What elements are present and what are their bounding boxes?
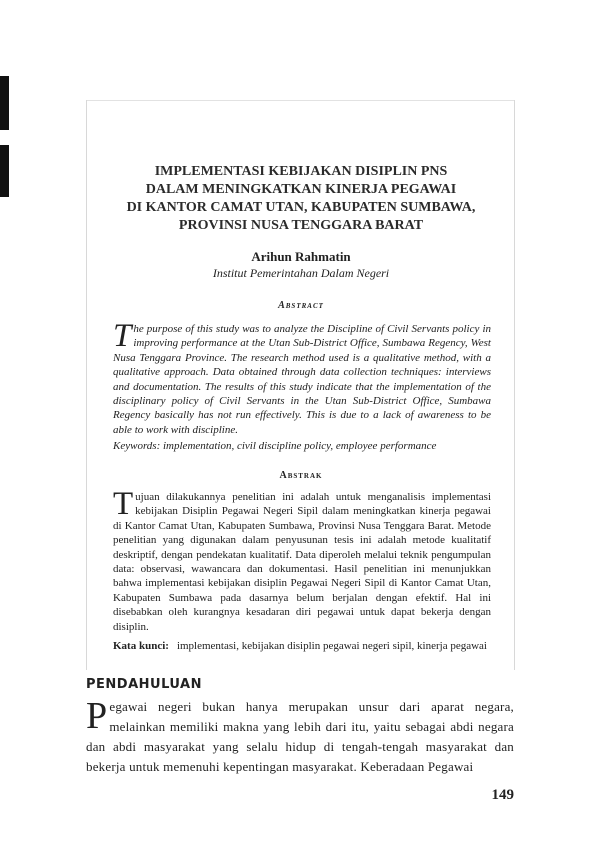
keywords-id	[113, 640, 493, 652]
section-dropcap: P	[86, 695, 108, 737]
title-line: IMPLEMENTASI KEBIJAKAN DISIPLIN PNS	[154, 164, 448, 179]
author-name: Arihun Rahmatin	[251, 249, 351, 264]
abstract-heading-id: Abstrak	[279, 470, 323, 481]
title-line: PROVINSI NUSA TENGGARA BARAT	[178, 218, 424, 233]
frame-top-line	[86, 100, 515, 101]
title-line: DI KANTOR CAMAT UTAN, KABUPATEN SUMBAWA,	[126, 200, 476, 215]
edge-marker-top	[0, 76, 9, 130]
abstract-en-text: he purpose of this study was to analyze the Discipline of Civil Servants policy in improving performance at the Utan Sub-District Office, Sumbawa Regency, West Nusa Tenggara Province. The research method used is a qualitative method, with a qualitative approach. Data obtained through data collection techniques: interviews and documentation. The results of this study indicate that the implementation of the disciplinary policy of Civil Servants in the Utan Sub-District Office, Sumbawa Regency basically has not run effectively. This is due to a lack of awareness to be able to work with discipline.	[113, 323, 491, 436]
title-line: DALAM MENINGKATKAN KINERJA PEGAWAI	[145, 182, 457, 197]
keywords-id-label: Kata kunci:	[113, 640, 169, 652]
abstract-en-dropcap: T	[113, 318, 132, 354]
abstract-body-en	[113, 318, 491, 437]
author-affiliation: Institut Pemerintahan Dalam Negeri	[212, 266, 390, 280]
section-body	[86, 697, 514, 777]
section-text: egawai negeri bukan hanya merupakan unsur dari aparat negara, melainkan memiliki makna yang lebih dari itu, yaitu sebagai abdi negara dan abdi masyarakat yang selalu hidup di tengah-tengah masyarakat dan bekerja untuk memenuhi kepentingan masyarakat. Keberadaan Pegawai	[86, 699, 514, 774]
keywords-id-text: implementasi, kebijakan disiplin pegawai negeri sipil, kinerja pegawai	[176, 640, 487, 652]
paper-title	[90, 163, 512, 235]
abstract-id-dropcap: T	[113, 486, 134, 522]
frame-right-line	[514, 100, 515, 670]
section-heading: PENDAHULUAN	[86, 677, 202, 692]
abstract-heading-en: Abstract	[278, 300, 324, 311]
keywords-en: Keywords: implementation, civil discipline policy, employee performance	[113, 440, 437, 452]
abstract-id-text: ujuan dilakukannya penelitian ini adalah untuk menganalisis implementasi kebijakan Disiplin Pegawai Negeri Sipil dalam meningkatkan kinerja pegawai di Kantor Camat Utan, Kabupaten Sumbawa, Provinsi Nusa Tenggara Barat. Metode penelitian yang digunakan dalam penyusunan tesis ini adalah metode kualitatif deskriptif, dengan pendekatan kualitatif. Data diperoleh melalui teknik pengumpulan data: observasi, wawancara dan dokumentasi. Hasil penelitian ini menunjukkan bahwa implementasi kebijakan disiplin Pegawai Negeri Sipil di Kantor Camat Utan, Kabupaten Sumbawa pada dasarnya belum berjalan dengan efektif. Hal ini disebabkan oleh kurangnya kesadaran diri pegawai untuk dapat bekerja dengan disiplin.	[113, 491, 491, 633]
edge-marker-bottom	[0, 145, 9, 197]
page-number: 149	[491, 787, 514, 803]
abstract-body-id	[113, 486, 491, 634]
frame-left-line	[86, 100, 87, 670]
